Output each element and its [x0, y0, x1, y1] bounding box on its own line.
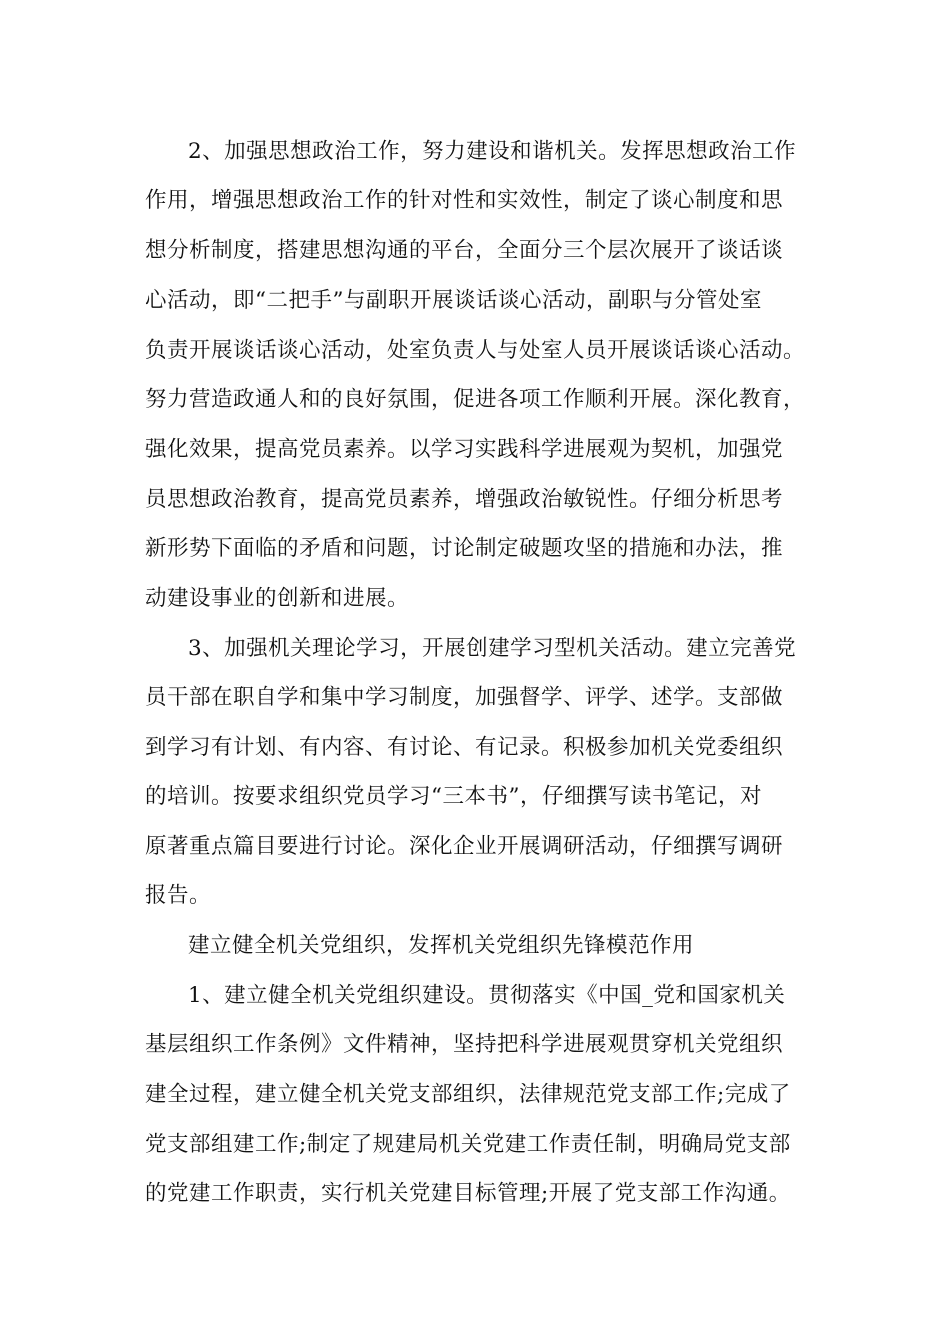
text-line-14: 的培训。按要求组织党员学习“三本书”，仔细撰写读书笔记，对 — [145, 784, 762, 809]
text-line-19: 基层组织工作条例》文件精神，坚持把科学进展观贯穿机关党组织 — [145, 1032, 784, 1057]
text-line-2: 作用，增强思想政治工作的针对性和实效性，制定了谈心制度和思 — [145, 188, 784, 213]
text-line-3: 想分析制度，搭建思想沟通的平台，全面分三个层次展开了谈话谈 — [145, 238, 784, 263]
text-line-18: 1、建立健全机关党组织建设。贯彻落实《中国_党和国家机关 — [188, 983, 786, 1008]
text-line-1: 2、加强思想政治工作，努力建设和谐机关。发挥思想政治工作 — [188, 139, 797, 164]
section-heading: 建立健全机关党组织，发挥机关党组织先锋模范作用 — [188, 933, 695, 958]
text-line-5: 负责开展谈话谈心活动，处室负责人与处室人员开展谈话谈心活动。 — [145, 338, 806, 363]
text-line-15: 原著重点篇目要进行讨论。深化企业开展调研活动，仔细撰写调研 — [145, 834, 784, 859]
text-line-6: 努力营造政通人和的良好氛围，促进各项工作顺利开展。深化教育， — [145, 387, 806, 412]
text-line-20: 建全过程，建立健全机关党支部组织，法律规范党支部工作;完成了 — [145, 1082, 791, 1107]
text-line-13: 到学习有计划、有内容、有讨论、有记录。积极参加机关党委组织 — [145, 735, 784, 760]
text-line-16: 报告。 — [145, 883, 212, 908]
text-line-10: 动建设事业的创新和进展。 — [145, 586, 410, 611]
text-line-4: 心活动，即“二把手”与副职开展谈话谈心活动，副职与分管处室 — [145, 288, 762, 313]
text-line-21: 党支部组建工作;制定了规建局机关党建工作责任制，明确局党支部 — [145, 1132, 791, 1157]
text-line-8: 员思想政治教育，提高党员素养，增强政治敏锐性。仔细分析思考 — [145, 487, 784, 512]
text-line-22: 的党建工作职责，实行机关党建目标管理;开展了党支部工作沟通。 — [145, 1181, 791, 1206]
text-line-12: 员干部在职自学和集中学习制度，加强督学、评学、述学。支部做 — [145, 685, 784, 710]
text-line-11: 3、加强机关理论学习，开展创建学习型机关活动。建立完善党 — [188, 636, 797, 661]
text-line-9: 新形势下面临的矛盾和问题，讨论制定破题攻坚的措施和办法，推 — [145, 536, 784, 561]
text-line-7: 强化效果，提高党员素养。以学习实践科学进展观为契机，加强党 — [145, 437, 784, 462]
